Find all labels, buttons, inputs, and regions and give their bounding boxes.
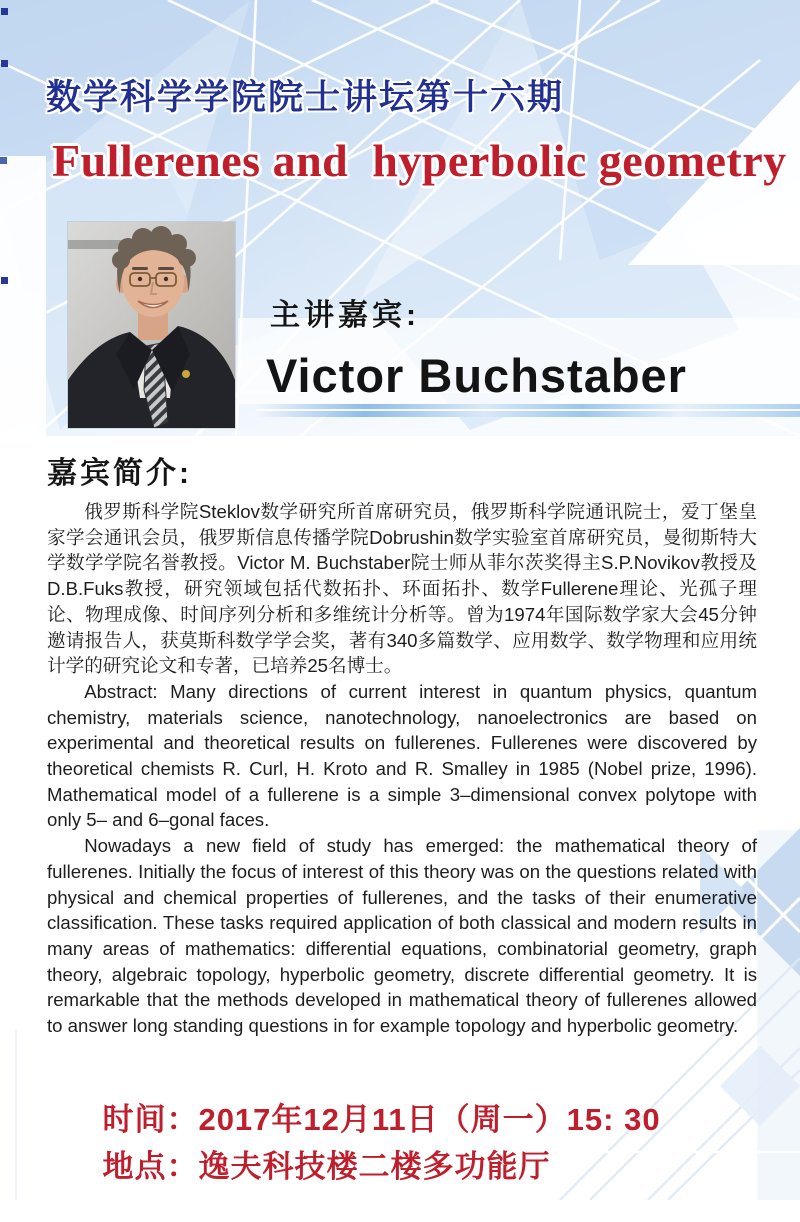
abstract-paragraph-1: Abstract: Many directions of current interest in quantum physics, quantum chemistry, materials science, nanotechnology, nanoelectronics are based on experimental and theoretical results on fullerenes. Fullerenes were discovered by theoretical chemists R. Curl, H. Kroto and R. Smalley in 1985 (Nobel prize, 1996). Mathematical model of a fullerene is a simple 3–dimensional convex polytope with only 5– and 6–gonal faces. bbox=[47, 680, 757, 831]
location-value: 逸夫科技楼二楼多功能厅 bbox=[198, 1149, 551, 1184]
speaker-label: 主讲嘉宾: bbox=[270, 299, 420, 332]
decorative-stripe bbox=[256, 404, 800, 417]
main-title: Fullerenes and hyperbolic geometry bbox=[52, 135, 787, 186]
abstract-paragraph-2: Nowadays a new field of study has emerged: the mathematical theory of fullerenes. Initially the focus of interest of this theory was on the questions related with physical and chemical properties of fullerenes, and the tasks of their enumerative classification. These tasks required application of both classical and modern results in many areas of mathematics: differential equations, combinatorial geometry, graph theory, algebraic topology, hyperbolic geometry, discrete differential geometry. It is remarkable that the methods developed in mathematical theory of fullerenes allowed to answer long standing questions in for example topology and hyperbolic geometry. bbox=[47, 835, 757, 1037]
speaker-photo bbox=[68, 222, 235, 428]
body-text bbox=[47, 499, 757, 1039]
time-label: 时间： bbox=[102, 1102, 199, 1137]
bio-heading: 嘉宾简介: bbox=[47, 457, 192, 490]
series-title: 数学科学学院院士讲坛第十六期 bbox=[46, 78, 565, 117]
location-line bbox=[64, 1105, 550, 1222]
bio-paragraph-cn: 俄罗斯科学院Steklov数学研究所首席研究员，俄罗斯科学院通讯院士，爱丁堡皇家学会通讯会员，俄罗斯信息传播学院Dobrushin数学实验室首席研究员，曼彻斯特大学数学学院名誉教授。Victor M. Buchstaber院士师从菲尔茨奖得主S.P.Novikov教授及D.B.Fuks教授，研究领域包括代数拓扑、环面拓扑、数学Fullerene理论、光孤子理论、物理成像、时间序列分析和多维统计分析等。曾为1974年国际数学家大会45分钟邀请报告人，获莫斯科数学学会奖，著有340多篇数学、应用数学、数学物理和应用统计学的研究论文和专著，已培养25名博士。 bbox=[47, 501, 757, 677]
speaker-name: Victor Buchstaber bbox=[266, 349, 687, 402]
location-label: 地点： bbox=[102, 1149, 199, 1184]
speaker-portrait-illustration bbox=[68, 222, 235, 428]
time-value: 2017年12月11日（周一）15: 30 bbox=[198, 1102, 661, 1137]
